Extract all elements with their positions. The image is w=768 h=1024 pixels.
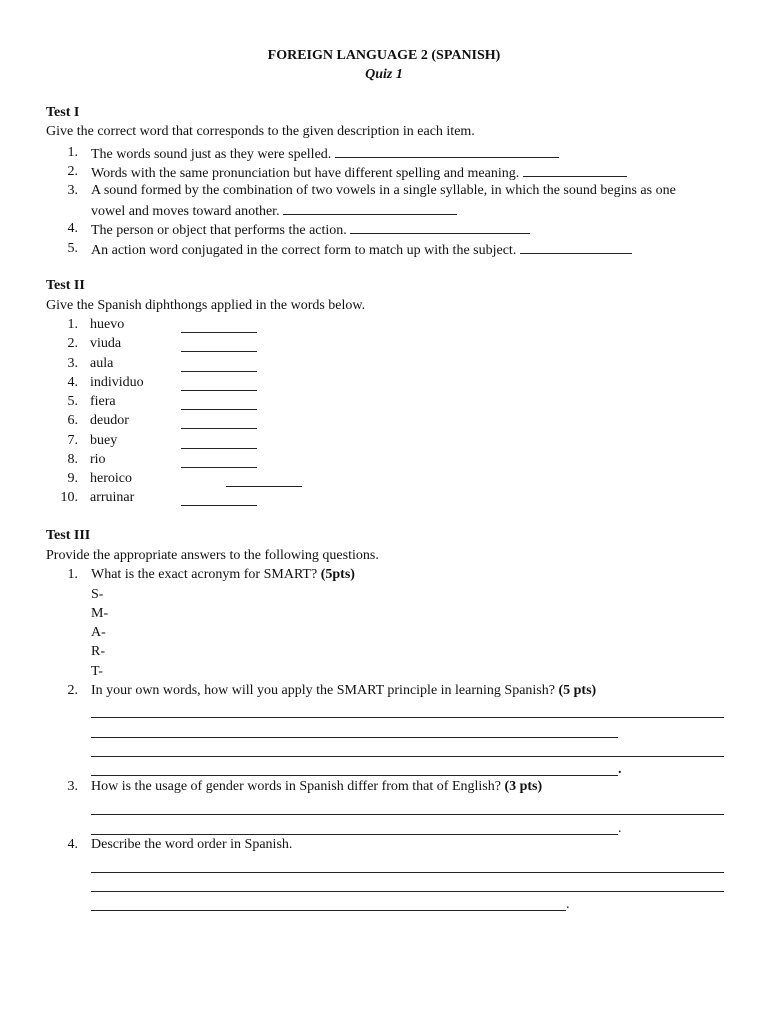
acronym-letter-r: R- (91, 644, 105, 659)
answer-line[interactable] (91, 756, 724, 757)
test2-word: heroico (90, 471, 132, 486)
test1-item-number: 4. (67, 221, 78, 236)
test1-item (91, 145, 559, 163)
test2-word: viuda (90, 336, 122, 351)
answer-blank[interactable] (181, 467, 257, 468)
test1-instruction: Give the correct word that corresponds to the given description in each item. (46, 124, 475, 139)
answer-blank[interactable] (181, 332, 257, 333)
acronym-letter-s: S- (91, 587, 104, 602)
test2-item-number: 10. (60, 490, 78, 505)
question-text: How is the usage of gender words in Spanish differ from that of English? (91, 779, 501, 794)
test2-item-number: 8. (67, 452, 78, 467)
test2-item-number: 9. (67, 471, 78, 486)
test2-item-number: 7. (67, 433, 78, 448)
answer-blank[interactable] (181, 390, 257, 391)
test3-q1-number: 1. (67, 567, 78, 582)
test1-heading: Test I (46, 105, 80, 120)
test1-item-text: Words with the same pronunciation but have different spelling and meaning. (91, 166, 520, 181)
test3-q3 (91, 779, 542, 795)
test2-word: deudor (90, 413, 129, 428)
test1-item-number: 5. (67, 241, 78, 256)
points-label: (3 pts) (504, 779, 543, 794)
document-subtitle: Quiz 1 (365, 67, 403, 82)
test1-item (91, 241, 632, 259)
answer-line[interactable] (91, 737, 618, 738)
answer-blank[interactable] (181, 351, 257, 352)
test1-item-number: 1. (67, 145, 78, 160)
test3-heading: Test III (46, 528, 91, 543)
test2-item-number: 5. (67, 394, 78, 409)
test1-item-text: An action word conjugated in the correct form to match up with the subject. (91, 243, 517, 258)
answer-blank[interactable] (181, 409, 257, 410)
answer-blank[interactable] (181, 428, 257, 429)
test1-item-text: The words sound just as they were spelled. (91, 147, 332, 162)
test1-item-text: A sound formed by the combination of two vowels in a single syllable, in which the sound begins as one (91, 183, 676, 198)
acronym-letter-t: T- (91, 664, 103, 679)
question-text: In your own words, how will you apply the SMART principle in learning Spanish? (91, 683, 555, 698)
answer-line[interactable] (91, 717, 724, 718)
points-label: (5 pts) (558, 683, 597, 698)
acronym-letter-m: M- (91, 606, 109, 621)
test2-word: rio (90, 452, 106, 467)
answer-line[interactable] (91, 775, 618, 776)
test1-item (91, 202, 457, 220)
answer-blank[interactable] (181, 448, 257, 449)
test1-item-number: 2. (67, 164, 78, 179)
answer-blank[interactable] (181, 371, 257, 372)
answer-line[interactable] (91, 891, 724, 892)
test1-item (91, 164, 627, 182)
test3-q3-number: 3. (67, 779, 78, 794)
period-mark: . (566, 897, 570, 912)
answer-blank[interactable] (523, 164, 627, 177)
answer-line[interactable] (91, 814, 724, 815)
answer-blank[interactable] (350, 221, 530, 234)
test2-item-number: 2. (67, 336, 78, 351)
test2-word: huevo (90, 317, 125, 332)
answer-line[interactable] (91, 910, 566, 911)
answer-blank[interactable] (520, 241, 632, 254)
test2-item-number: 6. (67, 413, 78, 428)
period-mark: . (618, 762, 622, 777)
period-mark: . (618, 821, 622, 836)
test1-item (91, 221, 530, 239)
answer-blank[interactable] (181, 505, 257, 506)
acronym-letter-a: A- (91, 625, 106, 640)
test2-item-number: 4. (67, 375, 78, 390)
test3-instruction: Provide the appropriate answers to the following questions. (46, 548, 379, 563)
test1-item-number: 3. (67, 183, 78, 198)
test2-word: aula (90, 356, 114, 371)
test1-item-text: The person or object that performs the action. (91, 223, 347, 238)
test2-item-number: 1. (67, 317, 78, 332)
answer-blank[interactable] (335, 145, 559, 158)
test3-q4-number: 4. (67, 837, 78, 852)
test3-q4-text: Describe the word order in Spanish. (91, 837, 293, 852)
test3-q2 (91, 683, 596, 699)
answer-blank[interactable] (226, 486, 302, 487)
test2-heading: Test II (46, 278, 85, 293)
test2-word: buey (90, 433, 118, 448)
points-label: (5pts) (320, 567, 355, 582)
test2-item-number: 3. (67, 356, 78, 371)
test3-q1 (91, 567, 355, 583)
test2-word: fiera (90, 394, 116, 409)
document-title: FOREIGN LANGUAGE 2 (SPANISH) (267, 48, 501, 63)
test1-item-text-continued: vowel and moves toward another. (91, 204, 280, 219)
question-text: What is the exact acronym for SMART? (91, 567, 318, 582)
answer-blank[interactable] (283, 202, 457, 215)
test2-instruction: Give the Spanish diphthongs applied in the words below. (46, 298, 366, 313)
answer-line[interactable] (91, 872, 724, 873)
test2-word: individuo (90, 375, 144, 390)
test3-q2-number: 2. (67, 683, 78, 698)
test2-word: arruinar (90, 490, 135, 505)
answer-line[interactable] (91, 834, 618, 835)
